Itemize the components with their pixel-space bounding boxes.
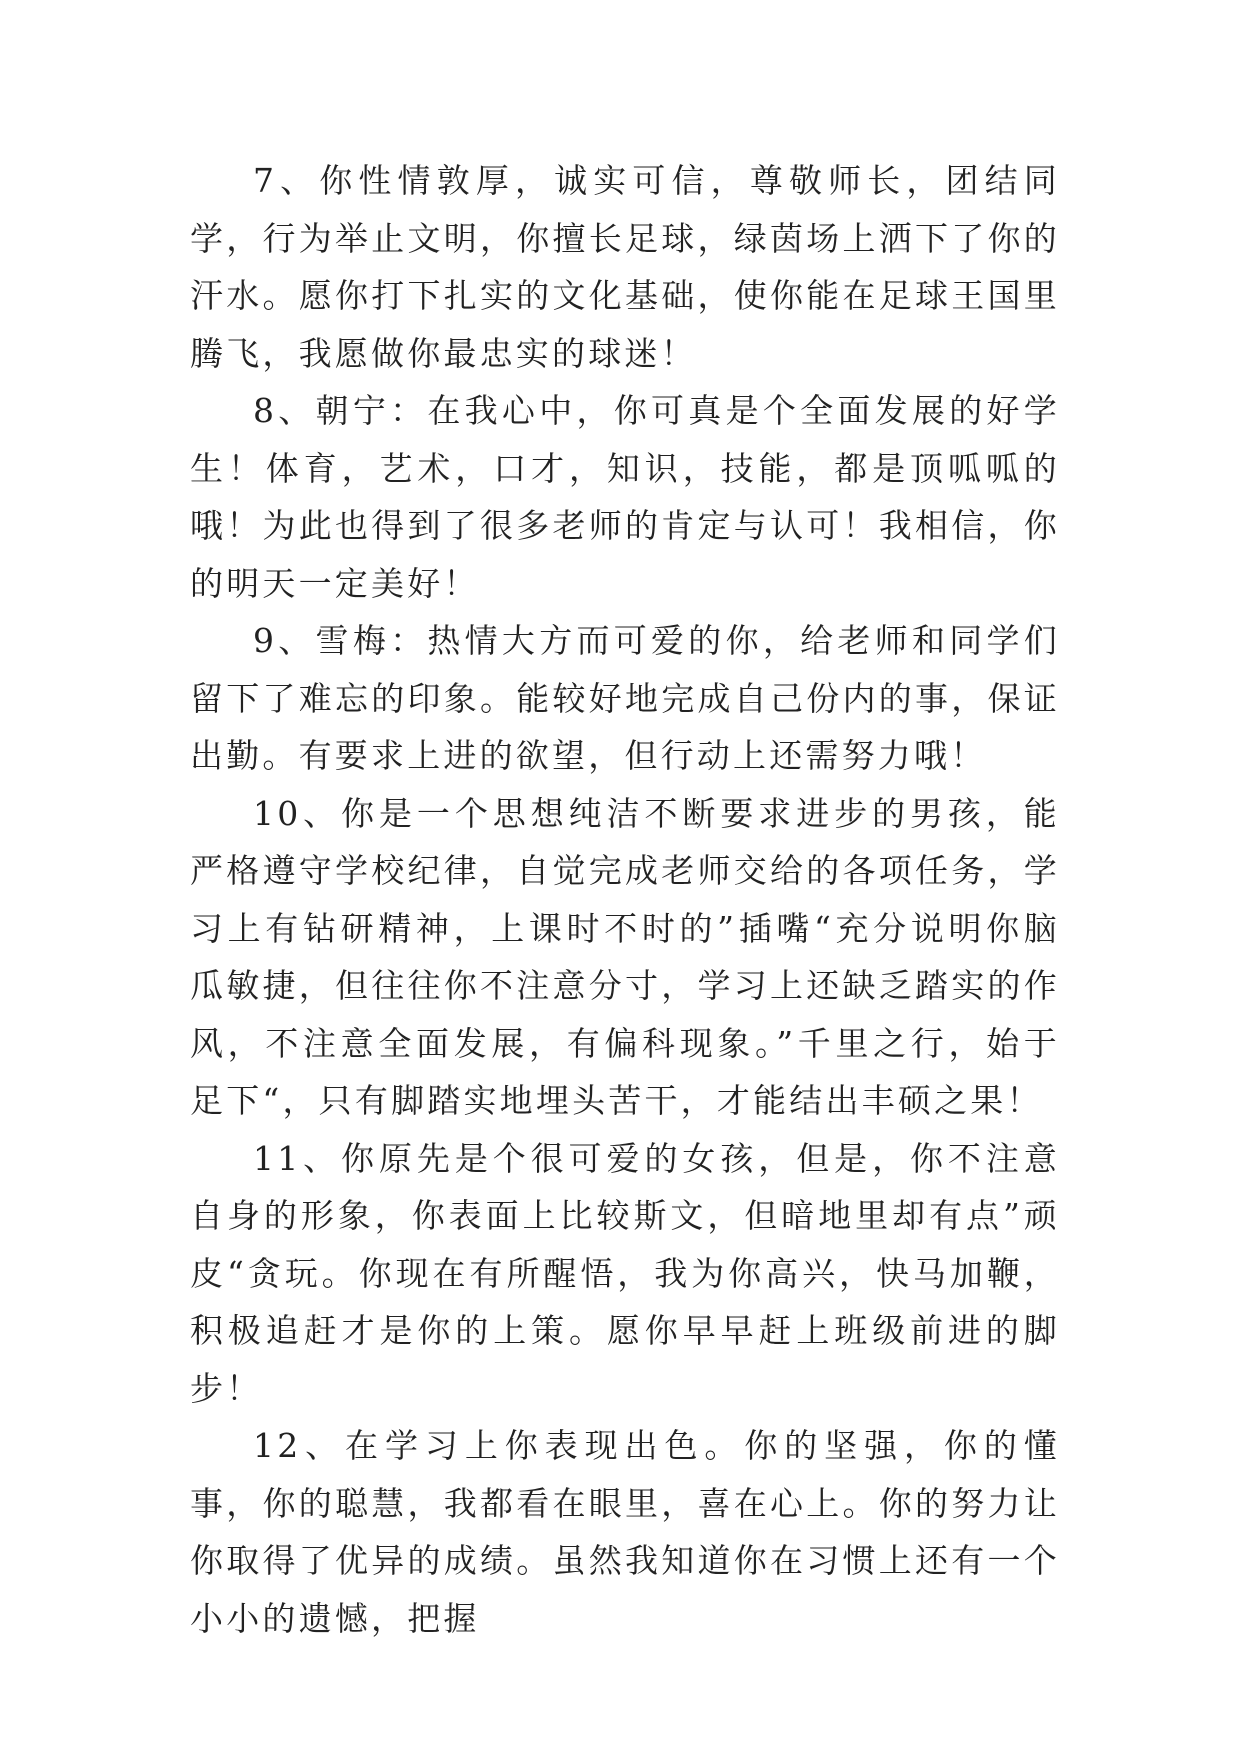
- paragraph-12: 12、在学习上你表现出色。你的坚强，你的懂事，你的聪慧，我都看在眼里，喜在心上。你的努力让你取得了优异的成绩。虽然我知道你在习惯上还有一个小小的遗憾，把握: [190, 1426, 1060, 1638]
- paragraph-11: 11、你原先是个很可爱的女孩，但是，你不注意自身的形象，你表面上比较斯文，但暗地里却有点”顽皮“贪玩。你现在有所醒悟，我为你高兴，快马加鞭，积极追赶才是你的上策。愿你早早赶上班级前进的脚步！: [190, 1138, 1060, 1408]
- document-body: [190, 152, 1060, 1647]
- paragraph-9: 9、雪梅：热情大方而可爱的你，给老师和同学们留下了难忘的印象。能较好地完成自己份内的事，保证出勤。有要求上进的欲望，但行动上还需努力哦！: [190, 621, 1060, 775]
- paragraph-8: 8、朝宁：在我心中，你可真是个全面发展的好学生！体育，艺术，口才，知识，技能，都是顶呱呱的哦！为此也得到了很多老师的肯定与认可！我相信，你的明天一定美好！: [190, 391, 1060, 603]
- paragraph-7: 7、你性情敦厚，诚实可信，尊敬师长，团结同学，行为举止文明，你擅长足球，绿茵场上洒下了你的汗水。愿你打下扎实的文化基础，使你能在足球王国里腾飞，我愿做你最忠实的球迷！: [190, 161, 1060, 373]
- paragraph-10: 10、你是一个思想纯洁不断要求进步的男孩，能严格遵守学校纪律，自觉完成老师交给的各项任务，学习上有钻研精神，上课时不时的”插嘴“充分说明你脑瓜敏捷，但往往你不注意分寸，学习上还缺乏踏实的作风，不注意全面发展，有偏科现象。”千里之行，始于足下“，只有脚踏实地埋头苦干，才能结出丰硕之果！: [190, 793, 1060, 1120]
